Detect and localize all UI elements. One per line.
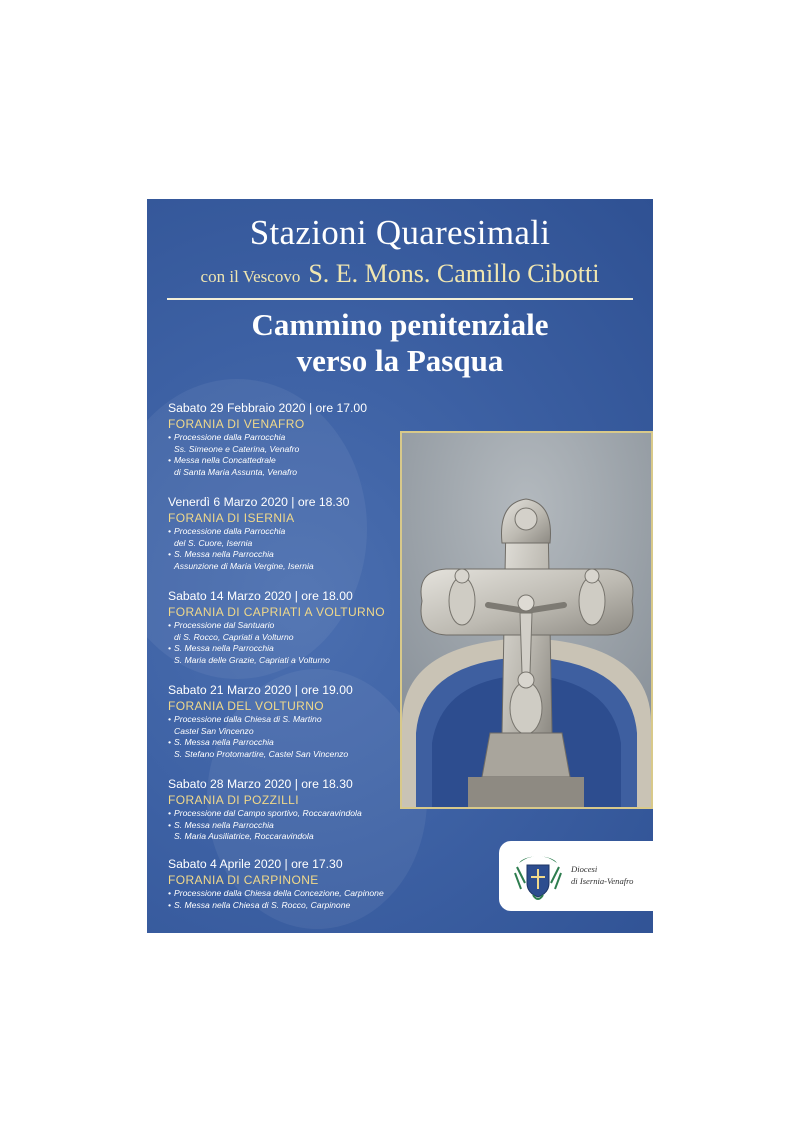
event-item: di Santa Maria Assunta, Venafro <box>174 466 298 477</box>
event-forania: FORANIA DI POZZILLI <box>168 793 299 807</box>
event-1 <box>168 401 428 478</box>
headline-line-1: Cammino penitenziale <box>251 307 549 342</box>
event-item: • S. Messa nella Parrocchia <box>168 819 274 830</box>
event-6 <box>168 857 428 911</box>
event-item: S. Maria Ausiliatrice, Roccaravindola <box>174 831 314 842</box>
event-2 <box>168 495 428 572</box>
event-forania: FORANIA DI CAPRIATI A VOLTURNO <box>168 605 385 619</box>
event-forania: FORANIA DI ISERNIA <box>168 511 295 525</box>
event-date: Sabato 4 Aprile 2020 | ore 17.30 <box>168 857 343 871</box>
headline <box>147 307 653 379</box>
event-item: • S. Messa nella Chiesa di S. Rocco, Carpinone <box>168 899 351 910</box>
event-item: Castel San Vincenzo <box>174 725 254 736</box>
poster-subtitle <box>147 259 653 289</box>
diocese-logo <box>499 841 653 911</box>
poster <box>147 199 653 933</box>
event-date: Sabato 21 Marzo 2020 | ore 19.00 <box>168 683 353 697</box>
subtitle-prefix: con il Vescovo <box>200 267 301 286</box>
event-item: del S. Cuore, Isernia <box>174 537 253 548</box>
event-item: • Processione dalla Parrocchia <box>168 432 286 442</box>
event-item: • Processione dal Campo sportivo, Roccaravindola <box>168 808 362 818</box>
event-forania: FORANIA DI CARPINONE <box>168 873 319 887</box>
stone-cross-icon <box>402 433 651 807</box>
event-item: • S. Messa nella Parrocchia <box>168 549 274 560</box>
event-5 <box>168 777 428 843</box>
event-item: Assunzione di Maria Vergine, Isernia <box>174 560 314 571</box>
diocese-name-line-2: di Isernia-Venafro <box>571 876 634 886</box>
event-date: Sabato 28 Marzo 2020 | ore 18.30 <box>168 777 353 791</box>
event-item: • S. Messa nella Parrocchia <box>168 643 274 654</box>
event-item: S. Maria delle Grazie, Capriati a Volturno <box>174 654 330 665</box>
headline-line-2: verso la Pasqua <box>296 343 504 378</box>
cross-photo <box>400 431 653 809</box>
event-item: di S. Rocco, Capriati a Volturno <box>174 631 294 642</box>
event-date: Sabato 14 Marzo 2020 | ore 18.00 <box>168 589 353 603</box>
episcopal-coat-of-arms-icon <box>513 849 563 903</box>
event-date: Venerdì 6 Marzo 2020 | ore 18.30 <box>168 495 350 509</box>
event-date: Sabato 29 Febbraio 2020 | ore 17.00 <box>168 401 367 415</box>
event-item: • Processione dalla Chiesa della Concezione, Carpinone <box>168 888 384 898</box>
event-item: • Messa nella Concattedrale <box>168 455 276 466</box>
poster-title: Stazioni Quaresimali <box>249 213 551 252</box>
event-3 <box>168 589 428 666</box>
event-4 <box>168 683 428 760</box>
diocese-name <box>571 863 633 887</box>
event-item: Ss. Simeone e Caterina, Venafro <box>174 443 300 454</box>
divider <box>167 298 633 300</box>
event-item: • S. Messa nella Parrocchia <box>168 737 274 748</box>
event-forania: FORANIA DI VENAFRO <box>168 417 305 431</box>
diocese-name-line-1: Diocesi <box>571 864 598 874</box>
event-forania: FORANIA DEL VOLTURNO <box>168 699 325 713</box>
event-item: S. Stefano Protomartire, Castel San Vincenzo <box>174 748 349 759</box>
subtitle-bishop: S. E. Mons. Camillo Cibotti <box>308 259 600 288</box>
event-item: • Processione dal Santuario <box>168 620 275 630</box>
event-item: • Processione dalla Parrocchia <box>168 526 286 536</box>
event-item: • Processione dalla Chiesa di S. Martino <box>168 714 322 724</box>
